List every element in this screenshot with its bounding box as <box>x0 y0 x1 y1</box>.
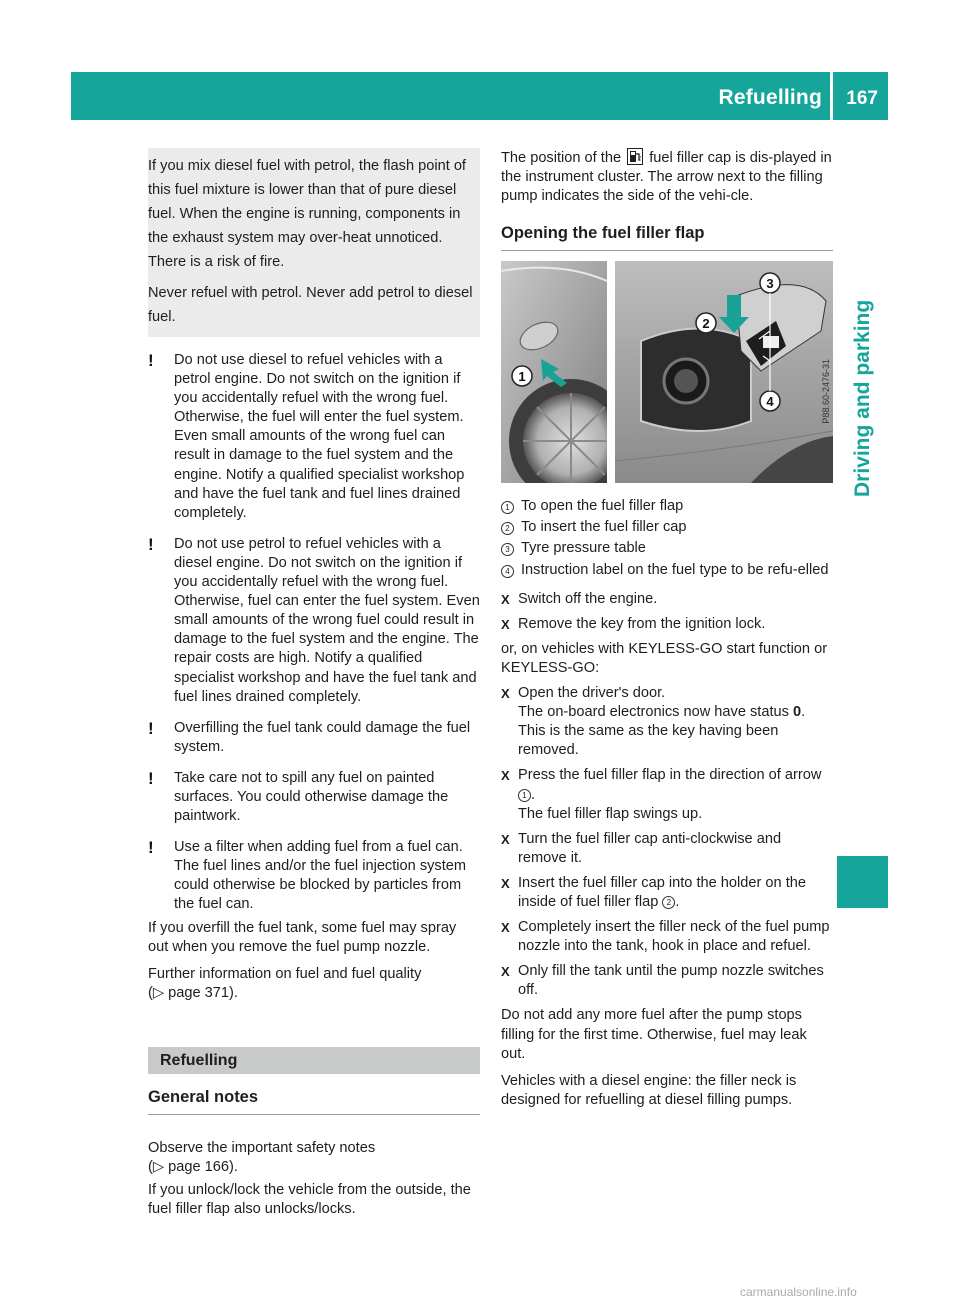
note-text: Use a filter when adding fuel from a fuel can. The fuel lines and/or the fuel injection system could otherwise be blocked by particles from the fuel can. <box>174 839 467 913</box>
fuel-filler-illustration <box>501 261 833 483</box>
paragraph-intro <box>501 148 833 206</box>
status-value: 0 <box>793 704 802 721</box>
page-reference-link[interactable]: (▷ page 166). <box>148 1159 238 1175</box>
instruction-step: X Press the fuel filler flap in the direction of arrow 1 . The fuel filler flap swings up. <box>501 766 833 823</box>
step-text: Remove the key from the ignition lock. <box>518 615 766 632</box>
step-text: Only fill the tank until the pump nozzle switches off. <box>518 963 824 999</box>
paragraph-dont-add: Do not add any more fuel after the pump stops filling for the first time. Otherwise, fuel may leak out. <box>501 1007 807 1062</box>
legend-number: 1 <box>501 501 514 514</box>
instruction-step <box>501 830 833 868</box>
exclamation-icon: ! <box>148 768 154 788</box>
note-text: Take care not to spill any fuel on painted surfaces. You could otherwise damage the paintwork. <box>174 769 449 825</box>
step-detail: The on-board electronics now have status <box>518 704 794 721</box>
step-arrow-icon: X <box>501 875 510 891</box>
legend-item <box>501 518 833 537</box>
step-arrow-icon: X <box>501 831 510 847</box>
exclamation-icon: ! <box>148 351 154 370</box>
paragraph-unlock: If you unlock/lock the vehicle from the outside, the fuel filler flap also unlocks/locks. <box>148 1182 471 1218</box>
step-text: Completely insert the filler neck of the fuel pump nozzle into the tank, hook in place and refuel. <box>518 919 830 955</box>
watermark-text: carmanualsonline.info <box>740 1285 857 1299</box>
subsection-heading: General notes <box>148 1086 480 1115</box>
note-text: Do not use petrol to refuel vehicles with a diesel engine. Do not switch on the ignition if you accidentally refuel with the wrong fuel. Otherwise, fuel can enter the fuel system. Even small amounts of the wrong fuel could result in damage to the fuel system and the engine. The repair costs are high. Notify a qualified specialist workshop and have the fuel tank and fuel lines drained completely. <box>174 535 480 705</box>
note-item <box>148 719 480 757</box>
legend-text: To open the fuel filler flap <box>521 498 684 515</box>
callout-number: 1 <box>518 789 531 802</box>
step-arrow-icon: X <box>501 964 510 980</box>
step-text: Turn the fuel filler cap anti-clockwise and remove it. <box>518 830 782 866</box>
step-text: Press the fuel filler flap in the direction of arrow <box>518 767 822 784</box>
paragraph-observe <box>148 1139 480 1177</box>
legend-text: Tyre pressure table <box>521 540 646 557</box>
svg-text:4: 4 <box>766 394 774 410</box>
header-bar <box>71 72 888 120</box>
side-tab-marker <box>837 856 888 908</box>
section-heading: Refuelling <box>148 1047 480 1074</box>
instruction-step: X Insert the fuel filler cap into the holder on the inside of fuel filler flap 2 . <box>501 874 833 912</box>
warning-paragraph: If you mix diesel fuel with petrol, the flash point of this fuel mixture is lower than that of pure diesel fuel. When the engine is running, components in the exhaust system may over-heat unnoticed. There is a risk of fire. <box>148 158 466 270</box>
svg-text:3: 3 <box>766 276 774 292</box>
paragraph-or: or, on vehicles with KEYLESS-GO start function or KEYLESS-GO: <box>501 640 828 676</box>
instruction-step <box>501 962 833 1000</box>
exclamation-icon: ! <box>148 718 154 738</box>
instruction-step <box>501 918 833 956</box>
intro-text-a: The position of the <box>501 150 622 166</box>
warning-paragraph: Never refuel with petrol. Never add petrol to diesel fuel. <box>148 285 473 325</box>
page-reference-link[interactable]: (▷ page 371). <box>148 984 238 1001</box>
page-section-title: Refuelling <box>718 86 822 109</box>
note-item <box>148 535 480 707</box>
instruction-step: X Open the driver's door. The on-board electronics now have status 0. This is the same as the key having been removed. <box>501 684 833 760</box>
legend-text: To insert the fuel filler cap <box>521 519 687 536</box>
right-column <box>501 148 833 1118</box>
fuel-filler-figure <box>501 261 833 483</box>
fuel-pump-icon <box>627 148 643 165</box>
svg-text:2: 2 <box>702 316 710 332</box>
header-divider <box>830 72 833 120</box>
exclamation-icon: ! <box>148 838 154 858</box>
step-detail: The fuel filler flap swings up. <box>518 805 703 822</box>
legend-item <box>501 539 833 558</box>
step-arrow-icon: X <box>501 920 510 936</box>
svg-text:1: 1 <box>518 369 526 385</box>
step-text: Switch off the engine. <box>518 590 658 607</box>
step-arrow-icon: X <box>501 591 510 607</box>
note-item <box>148 351 480 523</box>
paragraph-further-info <box>148 965 480 1003</box>
further-info-text: Further information on fuel and fuel quality <box>148 965 422 982</box>
left-column <box>148 148 480 1227</box>
step-text: Open the driver's door. <box>518 685 666 702</box>
paragraph-overfill: If you overfill the fuel tank, some fuel may spray out when you remove the fuel pump nozzle. <box>148 919 457 955</box>
legend-number: 3 <box>501 543 514 556</box>
step-arrow-icon: X <box>501 616 510 632</box>
legend-item <box>501 497 833 516</box>
side-tab-label: Driving and parking <box>851 300 874 498</box>
page-number: 167 <box>846 88 878 109</box>
step-arrow-icon: X <box>501 686 510 702</box>
note-text: Do not use diesel to refuel vehicles with a petrol engine. Do not switch on the ignition if you accidentally refuel with the wrong fuel. Otherwise, the fuel will enter the fuel system. Even small amounts of the wrong fuel can result in damage to the fuel system and the engine. Notify a qualified specialist workshop and have the fuel tank and fuel lines drained completely. <box>174 352 465 521</box>
exclamation-icon: ! <box>148 534 154 554</box>
legend-number: 4 <box>501 565 514 578</box>
note-text: Overfilling the fuel tank could damage the fuel system. <box>174 719 471 755</box>
subsection-heading: Opening the fuel filler flap <box>501 222 833 251</box>
warning-box <box>148 148 480 337</box>
legend-item <box>501 561 833 580</box>
callout-number: 2 <box>662 896 675 909</box>
intro-text-b: fuel filler cap is dis-played in the instrument cluster. The arrow next to the filling pump indicates the side of the vehi-cle. <box>501 150 832 205</box>
step-text: Insert the fuel filler cap into the holder on the inside of fuel filler flap <box>518 874 806 910</box>
observe-text: Observe the important safety notes <box>148 1139 376 1156</box>
note-item <box>148 769 480 826</box>
step-arrow-icon: X <box>501 768 510 784</box>
step-detail: This is the same as the key having been removed. <box>518 723 779 759</box>
instruction-step <box>501 615 833 634</box>
note-item <box>148 838 480 914</box>
instruction-step <box>501 590 833 609</box>
figure-code: P88.60-2476-31 <box>821 358 831 424</box>
legend-number: 2 <box>501 522 514 535</box>
legend-text: Instruction label on the fuel type to be refu-elled <box>521 561 829 578</box>
paragraph-diesel: Vehicles with a diesel engine: the filler neck is designed for refuelling at diesel filling pumps. <box>501 1072 797 1108</box>
